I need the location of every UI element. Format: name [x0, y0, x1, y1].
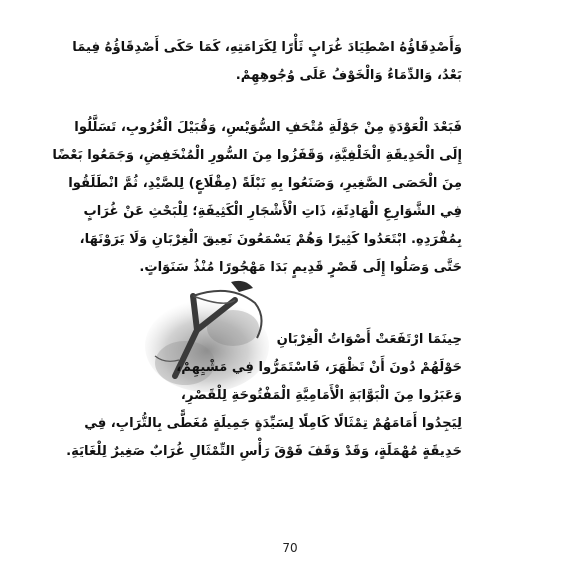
text-line: بِمُفْرَدِهِ. ابْتَعَدُوا كَثِيرًا وَهُمْ يَسْمَعُونَ نَعِيقَ الْغِرْبَانِ وَلَا يَرَوْنَهَا،	[79, 232, 462, 247]
page-number: 70	[282, 541, 298, 555]
text-line: حَتَّى وَصَلُوا إِلَى قَصْرٍ قَدِيمٍ بَدَا مَهْجُورًا مُنْذُ سَنَوَاتٍ.	[139, 260, 462, 275]
text-line: وَعَبَرُوا مِنَ الْبَوَّابَةِ الْأَمَامِيَّةِ الْمَفْتُوحَةِ لِلْقَصْرِ،	[180, 388, 462, 403]
text-line: حِينَمَا ارْتَفَعَتْ أَصْوَاتُ الْغِرْبَانِ	[276, 332, 462, 347]
text-line: وَأَصْدِقَاؤُهُ اصْطِيَادَ غُرَابٍ ثَأْرًا لِكَرَامَتِهِ، كَمَا حَكَى أَصْدِقَاؤُهُ فِيمَا	[72, 40, 462, 55]
text-line: إِلَى الْحَدِيقَةِ الْخَلْفِيَّةِ، وَقَفَزُوا مِنَ السُّورِ الْمُنْخَفِضِ، وَجَمَعُوا بَعْضًا	[52, 148, 462, 163]
text-line: حَوْلَهُمْ دُونَ أَنْ تَظْهَرَ، فَاسْتَمَرُّوا فِي مَشْيِهِمْ،	[176, 360, 462, 375]
text-line: حَدِيقَةٍ مُهْمَلَةٍ، وَقَدْ وَقَفَ فَوْقَ رَأْسِ التِّمْثَالِ غُرَابٌ صَغِيرٌ لِلْغَايَةِ.	[66, 444, 462, 459]
text-line: مِنَ الْحَصَى الصَّغِيرِ، وَصَنَعُوا بِهِ نَبْلَةً (مِقْلَاعٍ) لِلصَّيْدِ، ثُمَّ انْطَلَقُوا	[68, 176, 462, 191]
text-line: فِي الشَّوَارِعِ الْهَادِئَةِ، ذَاتِ الْأَشْجَارِ الْكَثِيفَةِ؛ لِلْبَحْثِ عَنْ غُرَابٍ	[83, 204, 462, 219]
text-line: لِيَجِدُوا أَمَامَهُمْ تِمْثَالًا كَامِلًا لِسَيِّدَةٍ جَمِيلَةٍ مُغَطًّى بِالتُّرَابِ، فِي	[84, 416, 462, 431]
text-line: فَبَعْدَ الْعَوْدَةِ مِنْ جَوْلَةِ مُتْحَفِ السُّوَيْسِ، وَقُبَيْلَ الْغُرُوبِ، تَسَلَّلُوا	[74, 120, 462, 135]
text-line: بَعْدُ، وَالدِّمَاءُ وَالْخَوْفُ عَلَى وُجُوهِهِمْ.	[235, 68, 462, 83]
